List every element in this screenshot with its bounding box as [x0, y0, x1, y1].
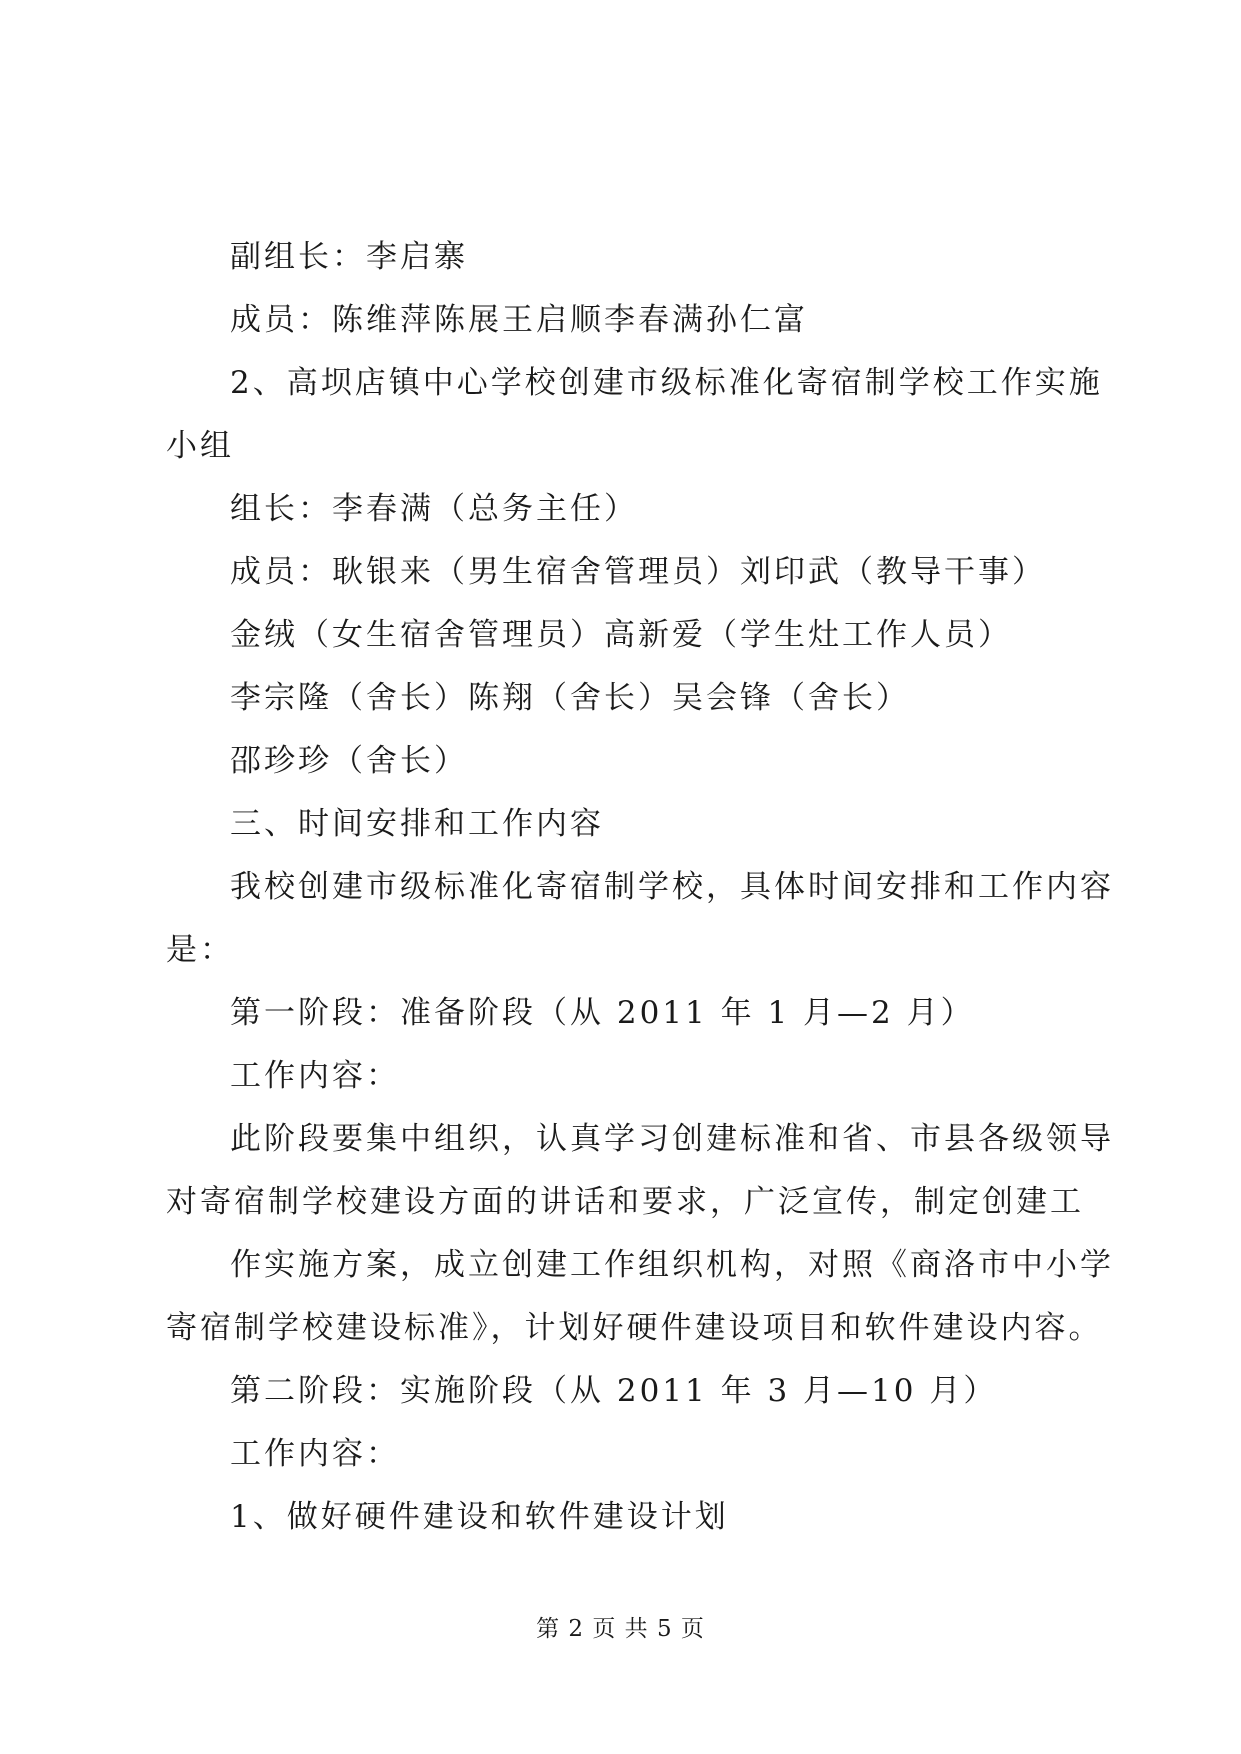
paragraph-line: 邵珍珍（舍长） [230, 743, 468, 779]
page-number-footer: 第 2 页 共 5 页 [536, 1616, 705, 1642]
paragraph-line: 2、高坝店镇中心学校创建市级标准化寄宿制学校工作实施 [230, 365, 1103, 401]
section-heading: 三、时间安排和工作内容 [230, 806, 604, 842]
paragraph-line: 此阶段要集中组织，认真学习创建标准和省、市县各级领导 [230, 1121, 1114, 1157]
paragraph-line: 李宗隆（舍长）陈翔（舍长）吴会锋（舍长） [230, 680, 910, 716]
paragraph-line: 第二阶段：实施阶段（从 2011 年 3 月—10 月） [230, 1373, 998, 1409]
paragraph-line: 是： [166, 932, 234, 968]
paragraph-line: 工作内容： [230, 1058, 400, 1094]
paragraph-line: 金绒（女生宿舍管理员）高新爱（学生灶工作人员） [230, 617, 1012, 653]
paragraph-line: 小组 [166, 428, 234, 464]
paragraph-line: 作实施方案，成立创建工作组织机构，对照《商洛市中小学 [230, 1247, 1114, 1283]
paragraph-line: 我校创建市级标准化寄宿制学校，具体时间安排和工作内容 [230, 869, 1114, 905]
paragraph-line: 对寄宿制学校建设方面的讲话和要求，广泛宣传，制定创建工 [166, 1184, 1084, 1220]
paragraph-line: 寄宿制学校建设标准》，计划好硬件建设项目和软件建设内容。 [166, 1310, 1103, 1346]
paragraph-line: 1、做好硬件建设和软件建设计划 [230, 1499, 729, 1535]
paragraph-line: 成员：耿银来（男生宿舍管理员）刘印武（教导干事） [230, 554, 1046, 590]
paragraph-line: 成员：陈维萍陈展王启顺李春满孙仁富 [230, 302, 808, 338]
paragraph-line: 组长：李春满（总务主任） [230, 491, 638, 527]
paragraph-line: 副组长：李启寨 [230, 239, 468, 275]
paragraph-line: 第一阶段：准备阶段（从 2011 年 1 月—2 月） [230, 995, 975, 1031]
paragraph-line: 工作内容： [230, 1436, 400, 1472]
document-body [166, 226, 1114, 1549]
